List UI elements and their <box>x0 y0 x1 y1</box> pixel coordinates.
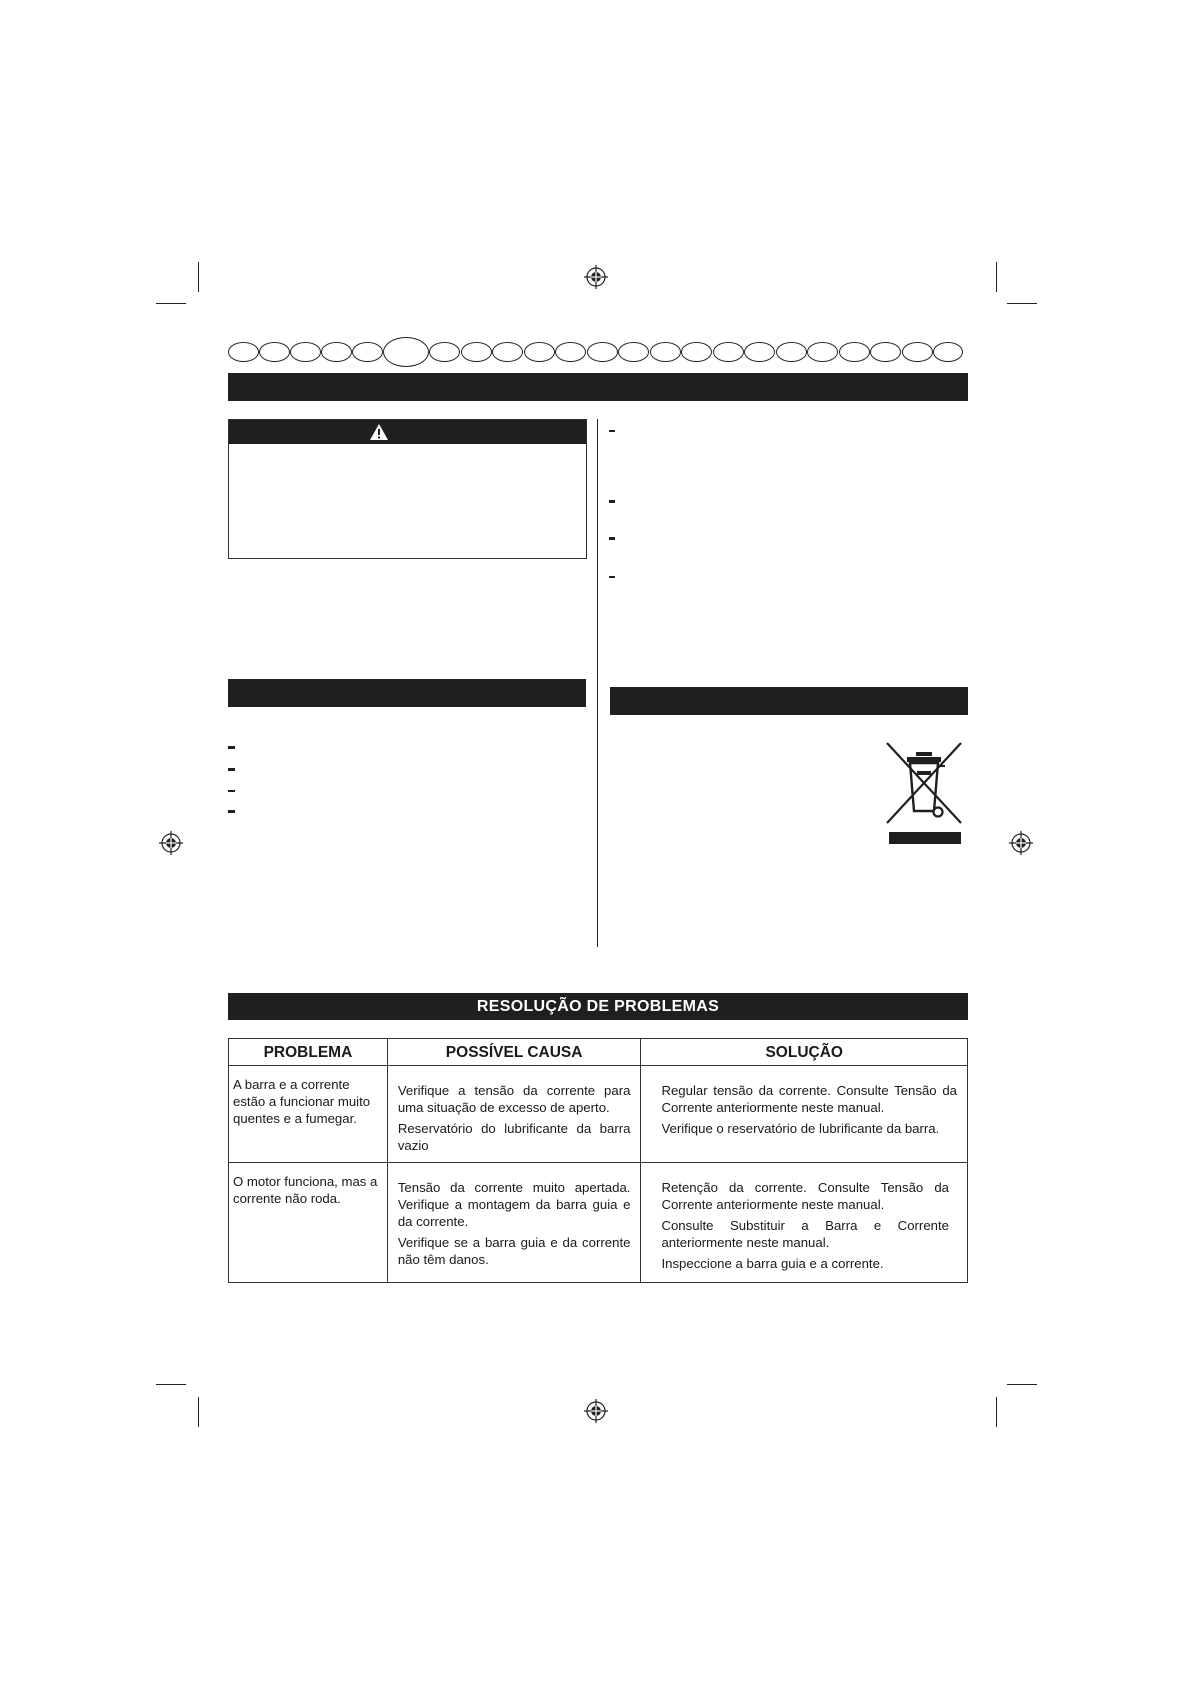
cause-text: Tensão da corrente muito apertada. Verifique a montagem da barra guia e da corrente. <box>397 1180 631 1229</box>
list-bullet <box>609 576 615 578</box>
solution-cell <box>641 1163 968 1283</box>
language-tab <box>870 342 901 362</box>
warning-box <box>228 419 587 559</box>
language-tab <box>902 342 933 362</box>
language-tab <box>933 342 963 362</box>
solution-cell <box>641 1066 968 1163</box>
problem-text: O motor funciona, mas a corrente não roda. <box>233 1174 378 1206</box>
language-tab <box>228 342 259 362</box>
language-tab <box>524 342 555 362</box>
list-bullet <box>228 790 235 792</box>
cause-cell <box>387 1066 641 1163</box>
solution-text: Inspeccione a barra guia e a corrente. <box>661 1256 884 1271</box>
list-bullet <box>609 500 615 503</box>
table-row <box>229 1066 968 1163</box>
registration-mark-icon <box>159 831 183 855</box>
registration-mark-icon <box>584 265 608 289</box>
language-tab <box>618 342 649 362</box>
crop-mark <box>198 1397 199 1427</box>
language-tab <box>713 342 744 362</box>
language-tab <box>461 342 492 362</box>
warning-triangle-icon <box>369 423 389 441</box>
troubleshooting-title: RESOLUÇÃO DE PROBLEMAS <box>228 993 968 1020</box>
section-header-bar <box>610 687 968 715</box>
crop-mark <box>1007 1384 1037 1385</box>
list-bullet <box>609 537 615 540</box>
crop-mark <box>198 262 199 292</box>
language-tabs <box>228 340 968 366</box>
crop-mark <box>996 1397 997 1427</box>
section-header-bar <box>228 679 586 707</box>
list-bullet <box>228 746 235 749</box>
language-tab <box>492 342 523 362</box>
weee-marking-bar <box>889 832 961 844</box>
crop-mark <box>156 1384 186 1385</box>
solution-text: Retenção da corrente. Consulte Tensão da Corrente anteriormente neste manual. <box>661 1180 949 1212</box>
troubleshooting-table <box>228 1038 968 1283</box>
crop-mark <box>1007 303 1037 304</box>
language-tab <box>681 342 712 362</box>
language-tab <box>429 342 460 362</box>
solution-text: Regular tensão da corrente. Consulte Tensão da Corrente anteriormente neste manual. <box>661 1083 957 1115</box>
language-tab <box>555 342 586 362</box>
language-tab <box>352 342 383 362</box>
problem-cell <box>229 1163 388 1283</box>
crop-mark <box>156 303 186 304</box>
column-divider <box>597 419 598 947</box>
list-bullet <box>228 768 235 771</box>
language-tab <box>321 342 352 362</box>
cause-text: Verifique se a barra guia e da corrente não têm danos. <box>397 1235 631 1267</box>
list-bullet <box>228 810 235 813</box>
language-tab <box>744 342 775 362</box>
language-tab <box>839 342 870 362</box>
cause-text: Reservatório do lubrificante da barra vazio <box>397 1121 631 1153</box>
language-tab <box>259 342 290 362</box>
cause-cell <box>387 1163 641 1283</box>
page-header-bar <box>228 373 968 401</box>
registration-mark-icon <box>1009 831 1033 855</box>
column-header-problem: PROBLEMA <box>229 1039 388 1066</box>
problem-text: A barra e a corrente estão a funcionar muito quentes e a fumegar. <box>233 1077 371 1126</box>
crossed-out-wheelie-bin-icon <box>885 741 963 831</box>
table-row <box>229 1163 968 1283</box>
solution-text: Verifique o reservatório de lubrificante da barra. <box>661 1121 940 1136</box>
language-tab <box>807 342 838 362</box>
warning-header <box>229 420 586 444</box>
language-tab <box>650 342 681 362</box>
cause-text: Verifique a tensão da corrente para uma situação de excesso de aperto. <box>397 1083 631 1115</box>
column-header-cause: POSSÍVEL CAUSA <box>387 1039 641 1066</box>
registration-mark-icon <box>584 1399 608 1423</box>
table-header-row <box>229 1039 968 1066</box>
solution-text: Consulte Substituir a Barra e Corrente anteriormente neste manual. <box>661 1218 949 1250</box>
language-tab-active <box>383 337 429 367</box>
list-bullet <box>609 430 615 432</box>
column-header-solution: SOLUÇÃO <box>641 1039 968 1066</box>
language-tab <box>290 342 321 362</box>
language-tab <box>587 342 618 362</box>
problem-cell <box>229 1066 388 1163</box>
language-tab <box>776 342 807 362</box>
crop-mark <box>996 262 997 292</box>
